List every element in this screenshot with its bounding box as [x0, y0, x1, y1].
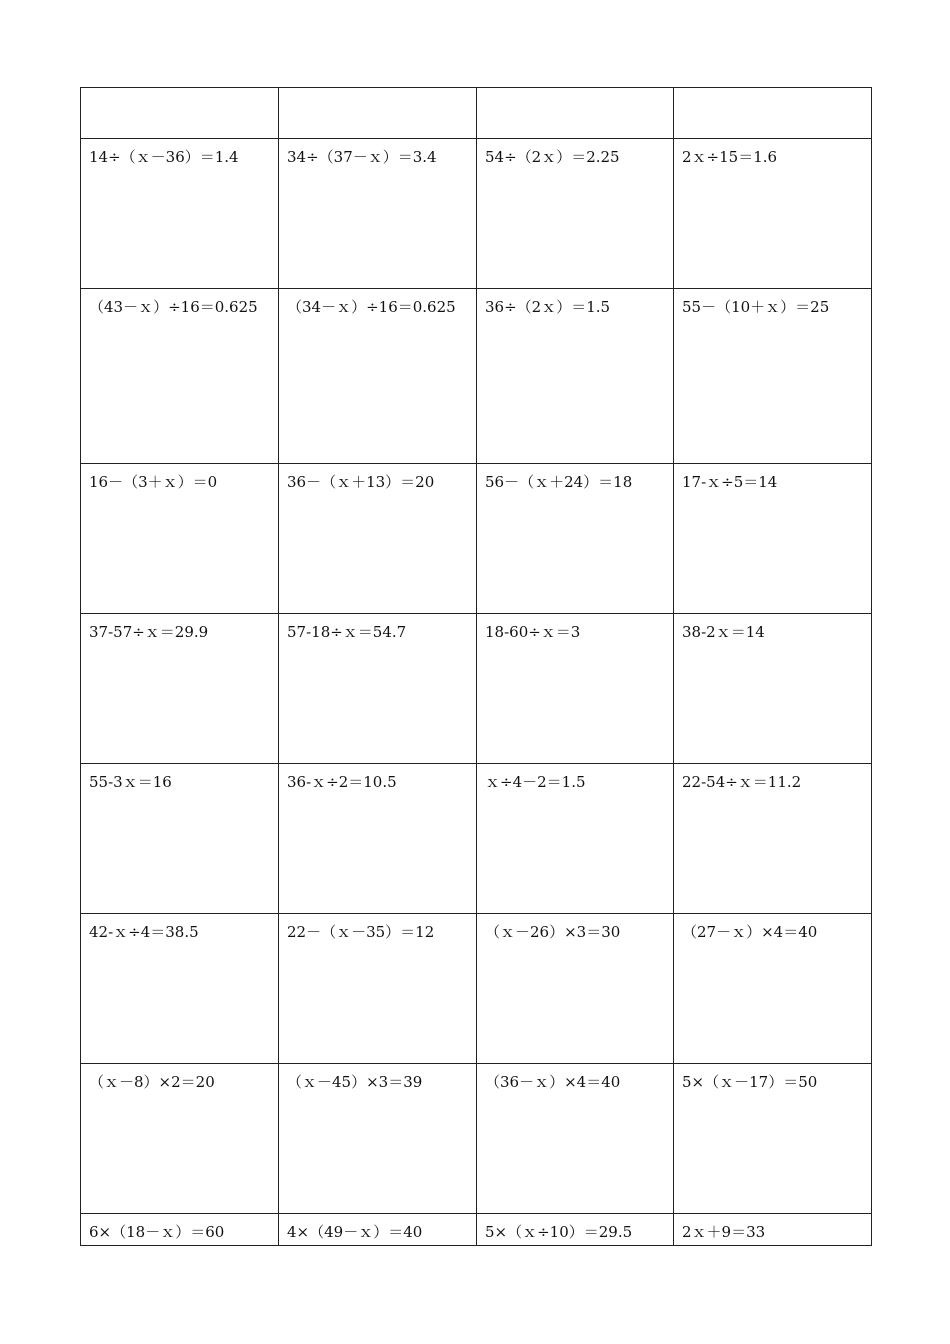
equation-cell: 37-57÷ｘ＝29.9 — [81, 614, 279, 764]
header-row — [81, 88, 872, 139]
equation-cell: （27－ｘ）×4＝40 — [674, 914, 872, 1064]
equation-cell: 55－（10＋ｘ）＝25 — [674, 289, 872, 464]
header-cell — [674, 88, 872, 139]
equation-cell: （34－ｘ）÷16＝0.625 — [279, 289, 477, 464]
equation-cell: （36－ｘ）×4＝40 — [477, 1064, 674, 1214]
header-cell — [477, 88, 674, 139]
equation-cell: 22－（ｘ－35）＝12 — [279, 914, 477, 1064]
equation-cell: ｘ÷4－2＝1.5 — [477, 764, 674, 914]
equation-row — [81, 614, 872, 764]
equation-cell: 36－（ｘ＋13）＝20 — [279, 464, 477, 614]
equation-worksheet-table — [80, 87, 872, 1246]
header-cell — [279, 88, 477, 139]
equation-cell: （ｘ－8）×2＝20 — [81, 1064, 279, 1214]
equation-cell: 16－（3＋ｘ）＝0 — [81, 464, 279, 614]
equation-cell: （43－ｘ）÷16＝0.625 — [81, 289, 279, 464]
equation-cell: 57-18÷ｘ＝54.7 — [279, 614, 477, 764]
header-cell — [81, 88, 279, 139]
equation-cell: 14÷（ｘ－36）＝1.4 — [81, 139, 279, 289]
equation-row — [81, 139, 872, 289]
equation-cell: （ｘ－26）×3＝30 — [477, 914, 674, 1064]
equation-cell: 34÷（37－ｘ）＝3.4 — [279, 139, 477, 289]
equation-cell: 5×（ｘ－17）＝50 — [674, 1064, 872, 1214]
equation-cell: 56－（ｘ＋24）＝18 — [477, 464, 674, 614]
equation-cell: 5×（ｘ÷10）＝29.5 — [477, 1214, 674, 1246]
equation-row — [81, 1214, 872, 1246]
equation-row — [81, 764, 872, 914]
equation-cell: 6×（18－ｘ）＝60 — [81, 1214, 279, 1246]
equation-cell: 2ｘ÷15＝1.6 — [674, 139, 872, 289]
equation-cell: 38-2ｘ＝14 — [674, 614, 872, 764]
equation-row — [81, 1064, 872, 1214]
equation-cell: 36÷（2ｘ）＝1.5 — [477, 289, 674, 464]
equation-cell: 54÷（2ｘ）＝2.25 — [477, 139, 674, 289]
equation-row — [81, 464, 872, 614]
equation-cell: （ｘ－45）×3＝39 — [279, 1064, 477, 1214]
equation-row — [81, 289, 872, 464]
equation-cell: 18-60÷ｘ＝3 — [477, 614, 674, 764]
equation-cell: 4×（49－ｘ）＝40 — [279, 1214, 477, 1246]
equation-cell: 22-54÷ｘ＝11.2 — [674, 764, 872, 914]
equation-cell: 55-3ｘ＝16 — [81, 764, 279, 914]
equation-row — [81, 914, 872, 1064]
equation-cell: 42-ｘ÷4＝38.5 — [81, 914, 279, 1064]
equation-cell: 2ｘ＋9＝33 — [674, 1214, 872, 1246]
equation-cell: 36-ｘ÷2＝10.5 — [279, 764, 477, 914]
equation-cell: 17-ｘ÷5＝14 — [674, 464, 872, 614]
